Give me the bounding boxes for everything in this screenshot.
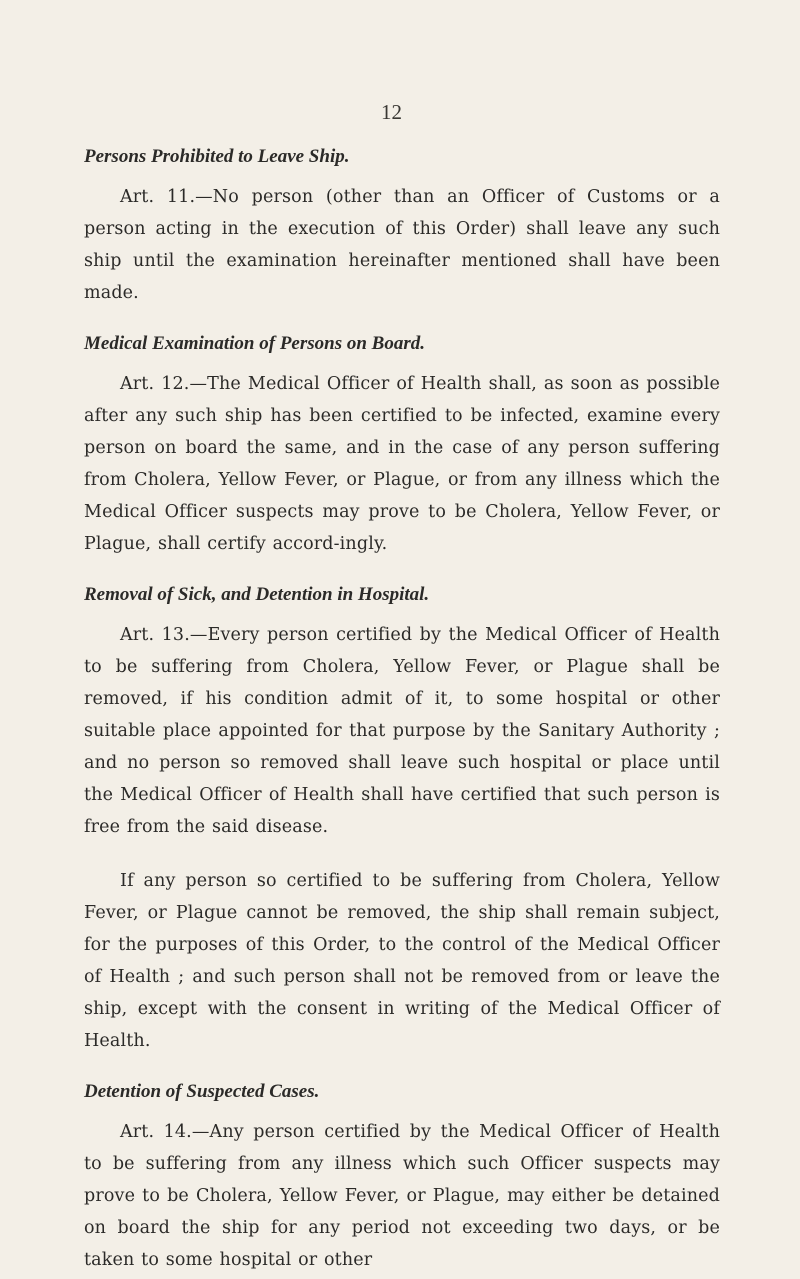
section-heading: Medical Examination of Persons on Board. xyxy=(84,333,425,354)
article-paragraph: Art. 12.—The Medical Officer of Health shall, as soon as possible after any such ship has been certified to be infected, examine every person on board the same, and in the case of any person suffering from Cholera, Yellow Fever, or Plague, or from any illness which the Medical Officer suspects may prove to be Cholera, Yellow Fever, or Plague, shall certify accord-ingly. xyxy=(84,374,720,554)
page-number: 12 xyxy=(381,100,402,124)
article-paragraph: If any person so certified to be suffering from Cholera, Yellow Fever, or Plague cannot be removed, the ship shall remain subject, for the purposes of this Order, to the control of the Medical Officer of Health ; and such person shall not be removed from or leave the ship, except with the consent in writing of the Medical Officer of Health. xyxy=(84,871,720,1051)
section-heading: Detention of Suspected Cases. xyxy=(84,1081,320,1102)
section-heading: Persons Prohibited to Leave Ship. xyxy=(84,146,350,167)
section-heading: Removal of Sick, and Detention in Hospital. xyxy=(84,584,430,605)
document-body xyxy=(84,140,720,1276)
article-paragraph: Art. 11.—No person (other than an Officer of Customs or a person acting in the execution of this Order) shall leave any such ship until the examination hereinafter mentioned shall have been made. xyxy=(84,187,720,303)
article-paragraph: Art. 14.—Any person certified by the Medical Officer of Health to be suffering from any illness which such Officer suspects may prove to be Cholera, Yellow Fever, or Plague, may either be detained on board the ship for any period not exceeding two days, or be taken to some hospital or other xyxy=(84,1122,720,1270)
article-paragraph: Art. 13.—Every person certified by the Medical Officer of Health to be suffering from Cholera, Yellow Fever, or Plague shall be removed, if his condition admit of it, to some hospital or other suitable place appointed for that purpose by the Sanitary Authority ; and no person so removed shall leave such hospital or place until the Medical Officer of Health shall have certified that such person is free from the said disease. xyxy=(84,625,720,837)
